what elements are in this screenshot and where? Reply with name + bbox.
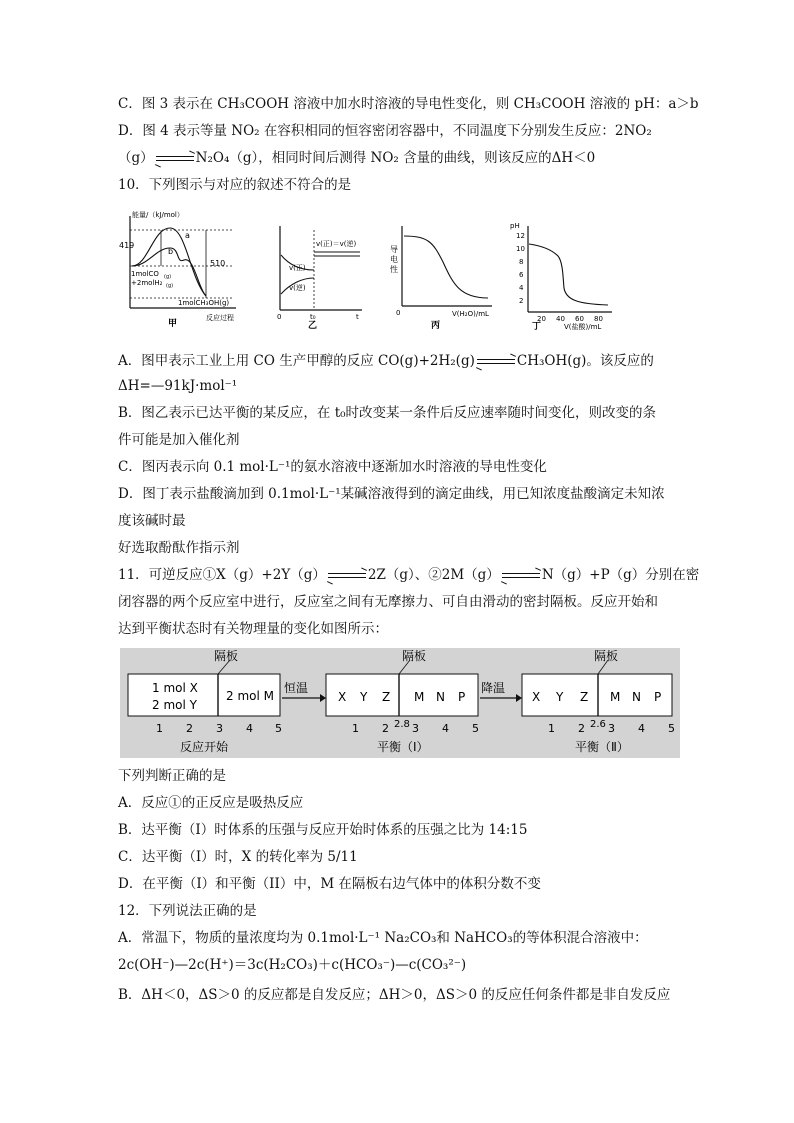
barrier-label: 隔板	[402, 649, 427, 663]
tick-label: 4	[638, 722, 645, 735]
rate-label: v(逆)	[289, 284, 306, 292]
reactant-label: +2molH₂	[131, 279, 163, 287]
titration-curve	[529, 244, 608, 305]
option-c9: C．图 3 表示在 CH₃COOH 溶液中加水时溶液的导电性变化，则 CH₃COOH 溶液的 pH：a＞b	[118, 96, 699, 112]
tick-label: 3	[608, 722, 615, 735]
text-fragment: N₂O₄（g），相同时间后测得 NO₂ 含量的曲线，则该反应的ΔH＜0	[195, 150, 596, 166]
option-a10-line1	[118, 351, 654, 371]
text-fragment: 2Z（g）、②2M（g）	[367, 567, 500, 583]
reaction-chamber-figure	[120, 648, 680, 758]
figure-name: 乙	[308, 321, 318, 330]
option-d9-line1: D．图 4 表示等量 NO₂ 在容积相同的恒容密闭容器中，不同温度下分别发生反应：2NO₂	[118, 123, 652, 139]
tick-label: 2	[578, 722, 585, 735]
gas-label: P	[458, 690, 466, 704]
equilibrium-arrow-icon	[475, 356, 517, 368]
option-d9-line2	[118, 148, 595, 168]
axis-label: t	[356, 313, 359, 321]
gas-label: M	[610, 690, 621, 704]
question-11-line1	[118, 565, 699, 585]
value-label: 510	[210, 259, 226, 268]
tick-label: 3	[412, 722, 419, 735]
option-d10-line3: 好选取酚酞作指示剂	[118, 540, 240, 556]
option-b11: B．达平衡（I）时体系的压强与反应开始时体系的压强之比为 14:15	[118, 822, 528, 838]
axis-label: 性	[390, 265, 398, 274]
value-label: 419	[119, 241, 135, 250]
figure-ding	[508, 218, 618, 330]
barrier-position-mark: 2.8	[394, 719, 410, 730]
option-a12-line1: A．常温下，物质的量浓度均为 0.1mol·L⁻¹ Na₂CO₃和 NaHCO₃的等体积混合溶液中：	[118, 930, 648, 946]
gas-label: Y	[360, 690, 368, 704]
reactant-label: 1molCO	[131, 270, 159, 278]
option-b10-line2: 件可能是加入催化剂	[118, 432, 240, 448]
tick-label: 5	[275, 722, 282, 735]
tick-label: 4	[519, 284, 524, 292]
axis-label: 能量/（kJ/mol）	[132, 211, 184, 219]
start-right-content: 2 mol M	[226, 689, 274, 703]
chamber-box-eq1	[326, 674, 478, 716]
gas-label: N	[632, 690, 641, 704]
tick-label: 20	[537, 315, 546, 323]
question-11-line3: 达到平衡状态时有关物理量的变化如图所示：	[118, 621, 388, 637]
curve-label: a	[185, 231, 190, 240]
tick-label: 40	[556, 315, 565, 323]
tick-label: 8	[519, 258, 524, 266]
tick-label: 2	[186, 722, 193, 735]
text-fragment: A．图甲表示工业上用 CO 生产甲醇的反应 CO(g)+2H₂(g)	[118, 353, 475, 369]
axis-label: V(H₂O)/mL	[452, 310, 489, 318]
question-11-judge: 下列判断正确的是	[118, 768, 226, 784]
option-d11: D．在平衡（I）和平衡（II）中，M 在隔板右边气体中的体积分数不变	[118, 876, 541, 892]
tick-label: 80	[594, 315, 603, 323]
arrow-head-icon	[320, 694, 326, 702]
barrier-label: 隔板	[594, 649, 619, 663]
state-label: (g)	[164, 274, 172, 280]
option-b12: B．ΔH＜0，ΔS＞0 的反应都是自发反应；ΔH＞0，ΔS＞0 的反应任何条件都是非自发反应	[118, 987, 671, 1003]
tick-label: 60	[575, 315, 584, 323]
figure-name: 甲	[168, 319, 178, 329]
option-a11: A．反应①的正反应是吸热反应	[118, 795, 304, 811]
tick-label: 0	[396, 309, 401, 317]
text-fragment: CH₃OH(g)。该反应的	[516, 353, 654, 369]
axis-label: pH	[510, 222, 520, 230]
rate-label: v(正)＝v(逆)	[316, 240, 357, 248]
axis-label: 电	[390, 255, 398, 264]
axis-label: 反应过程	[206, 314, 234, 322]
option-c11: C．达平衡（I）时，X 的转化率为 5/11	[118, 849, 358, 865]
tick-label: 4	[442, 722, 449, 735]
option-d10-line2: 度该碱时最	[118, 513, 186, 529]
tick-label: 3	[216, 722, 223, 735]
barrier-label: 隔板	[214, 649, 239, 663]
equilibrium-arrow-icon	[500, 570, 542, 582]
equilibrium-arrow-icon	[154, 153, 196, 165]
caption: 反应开始	[180, 740, 229, 754]
tick-label: 0	[277, 313, 282, 321]
tick-label: 5	[472, 722, 479, 735]
gas-label: P	[654, 690, 662, 704]
arrow-head-icon	[516, 694, 522, 702]
curve-label: b	[168, 247, 174, 256]
caption: 平衡（Ⅱ）	[575, 740, 629, 754]
tick-label: 12	[516, 232, 525, 240]
question-11-line2: 闭容器的两个反应室中进行，反应室之间有无摩擦力、可自由滑动的密封隔板。反应开始和	[118, 594, 658, 610]
rate-label: v(正)	[289, 264, 306, 272]
gas-label: Y	[556, 690, 564, 704]
gas-label: Z	[580, 690, 589, 704]
gas-label: M	[414, 690, 425, 704]
tick-label: 2	[519, 297, 524, 305]
option-d10-line1: D．图丁表示盐酸滴加到 0.1mol·L⁻¹某碱溶液得到的滴定曲线，用已知浓度盐酸滴定未知浓	[118, 486, 665, 502]
start-left-content: 2 mol Y	[152, 698, 197, 712]
conductivity-curve	[404, 236, 488, 298]
text-fragment: 11．可逆反应①X（g）+2Y（g）	[118, 567, 326, 583]
barrier-position-mark: 2.6	[590, 719, 606, 730]
axis-label: 导	[390, 245, 398, 254]
text-fragment: （g）	[118, 150, 154, 166]
gas-label: X	[532, 690, 541, 704]
gas-label: X	[338, 690, 347, 704]
figure-name: 丙	[431, 321, 441, 330]
tick-label: 4	[246, 722, 253, 735]
gas-label: N	[436, 690, 445, 704]
caption: 平衡（Ⅰ）	[377, 740, 429, 754]
product-label: 1molCH₃OH(g)	[178, 299, 230, 307]
gas-label: Z	[382, 690, 391, 704]
equilibrium-arrow-icon	[326, 570, 368, 582]
option-a12-line2: 2c(OH⁻)—2c(H⁺)＝3c(H₂CO₃)＋c(HCO₃⁻)—c(CO₃²⁻)	[118, 957, 467, 973]
tick-label: 1	[156, 722, 163, 735]
figure-bing	[388, 222, 498, 330]
figure-yi	[268, 222, 368, 330]
option-a10-line2: ΔH=—91kJ·mol⁻¹	[118, 378, 238, 394]
option-c10: C．图丙表示向 0.1 mol·L⁻¹的氨水溶液中逐渐加水时溶液的导电性变化	[118, 459, 547, 475]
tick-label: 6	[519, 271, 524, 279]
figure-name: 丁	[532, 322, 542, 330]
question-12: 12．下列说法正确的是	[118, 903, 257, 919]
tick-label: 5	[668, 722, 675, 735]
text-fragment: N（g）+P（g）分别在密	[541, 567, 700, 583]
arrow-label: 降温	[481, 681, 506, 695]
figure-jia	[118, 208, 248, 330]
chamber-box-eq2	[522, 674, 672, 716]
tick-label: t₀	[310, 313, 316, 321]
arrow-label: 恒温	[284, 681, 309, 695]
option-b10-line1: B．图乙表示已达平衡的某反应，在 t₀时改变某一条件后反应速率随时间变化，则改变的条	[118, 405, 657, 421]
tick-label: 10	[516, 245, 525, 253]
tick-label: 1	[548, 722, 555, 735]
start-left-content: 1 mol X	[152, 681, 198, 695]
axis-label: V(盐酸)/mL	[564, 323, 602, 330]
question-10: 10．下列图示与对应的叙述不符合的是	[118, 177, 352, 193]
tick-label: 1	[352, 722, 359, 735]
tick-label: 2	[382, 722, 389, 735]
state-label: (g)	[166, 283, 174, 289]
